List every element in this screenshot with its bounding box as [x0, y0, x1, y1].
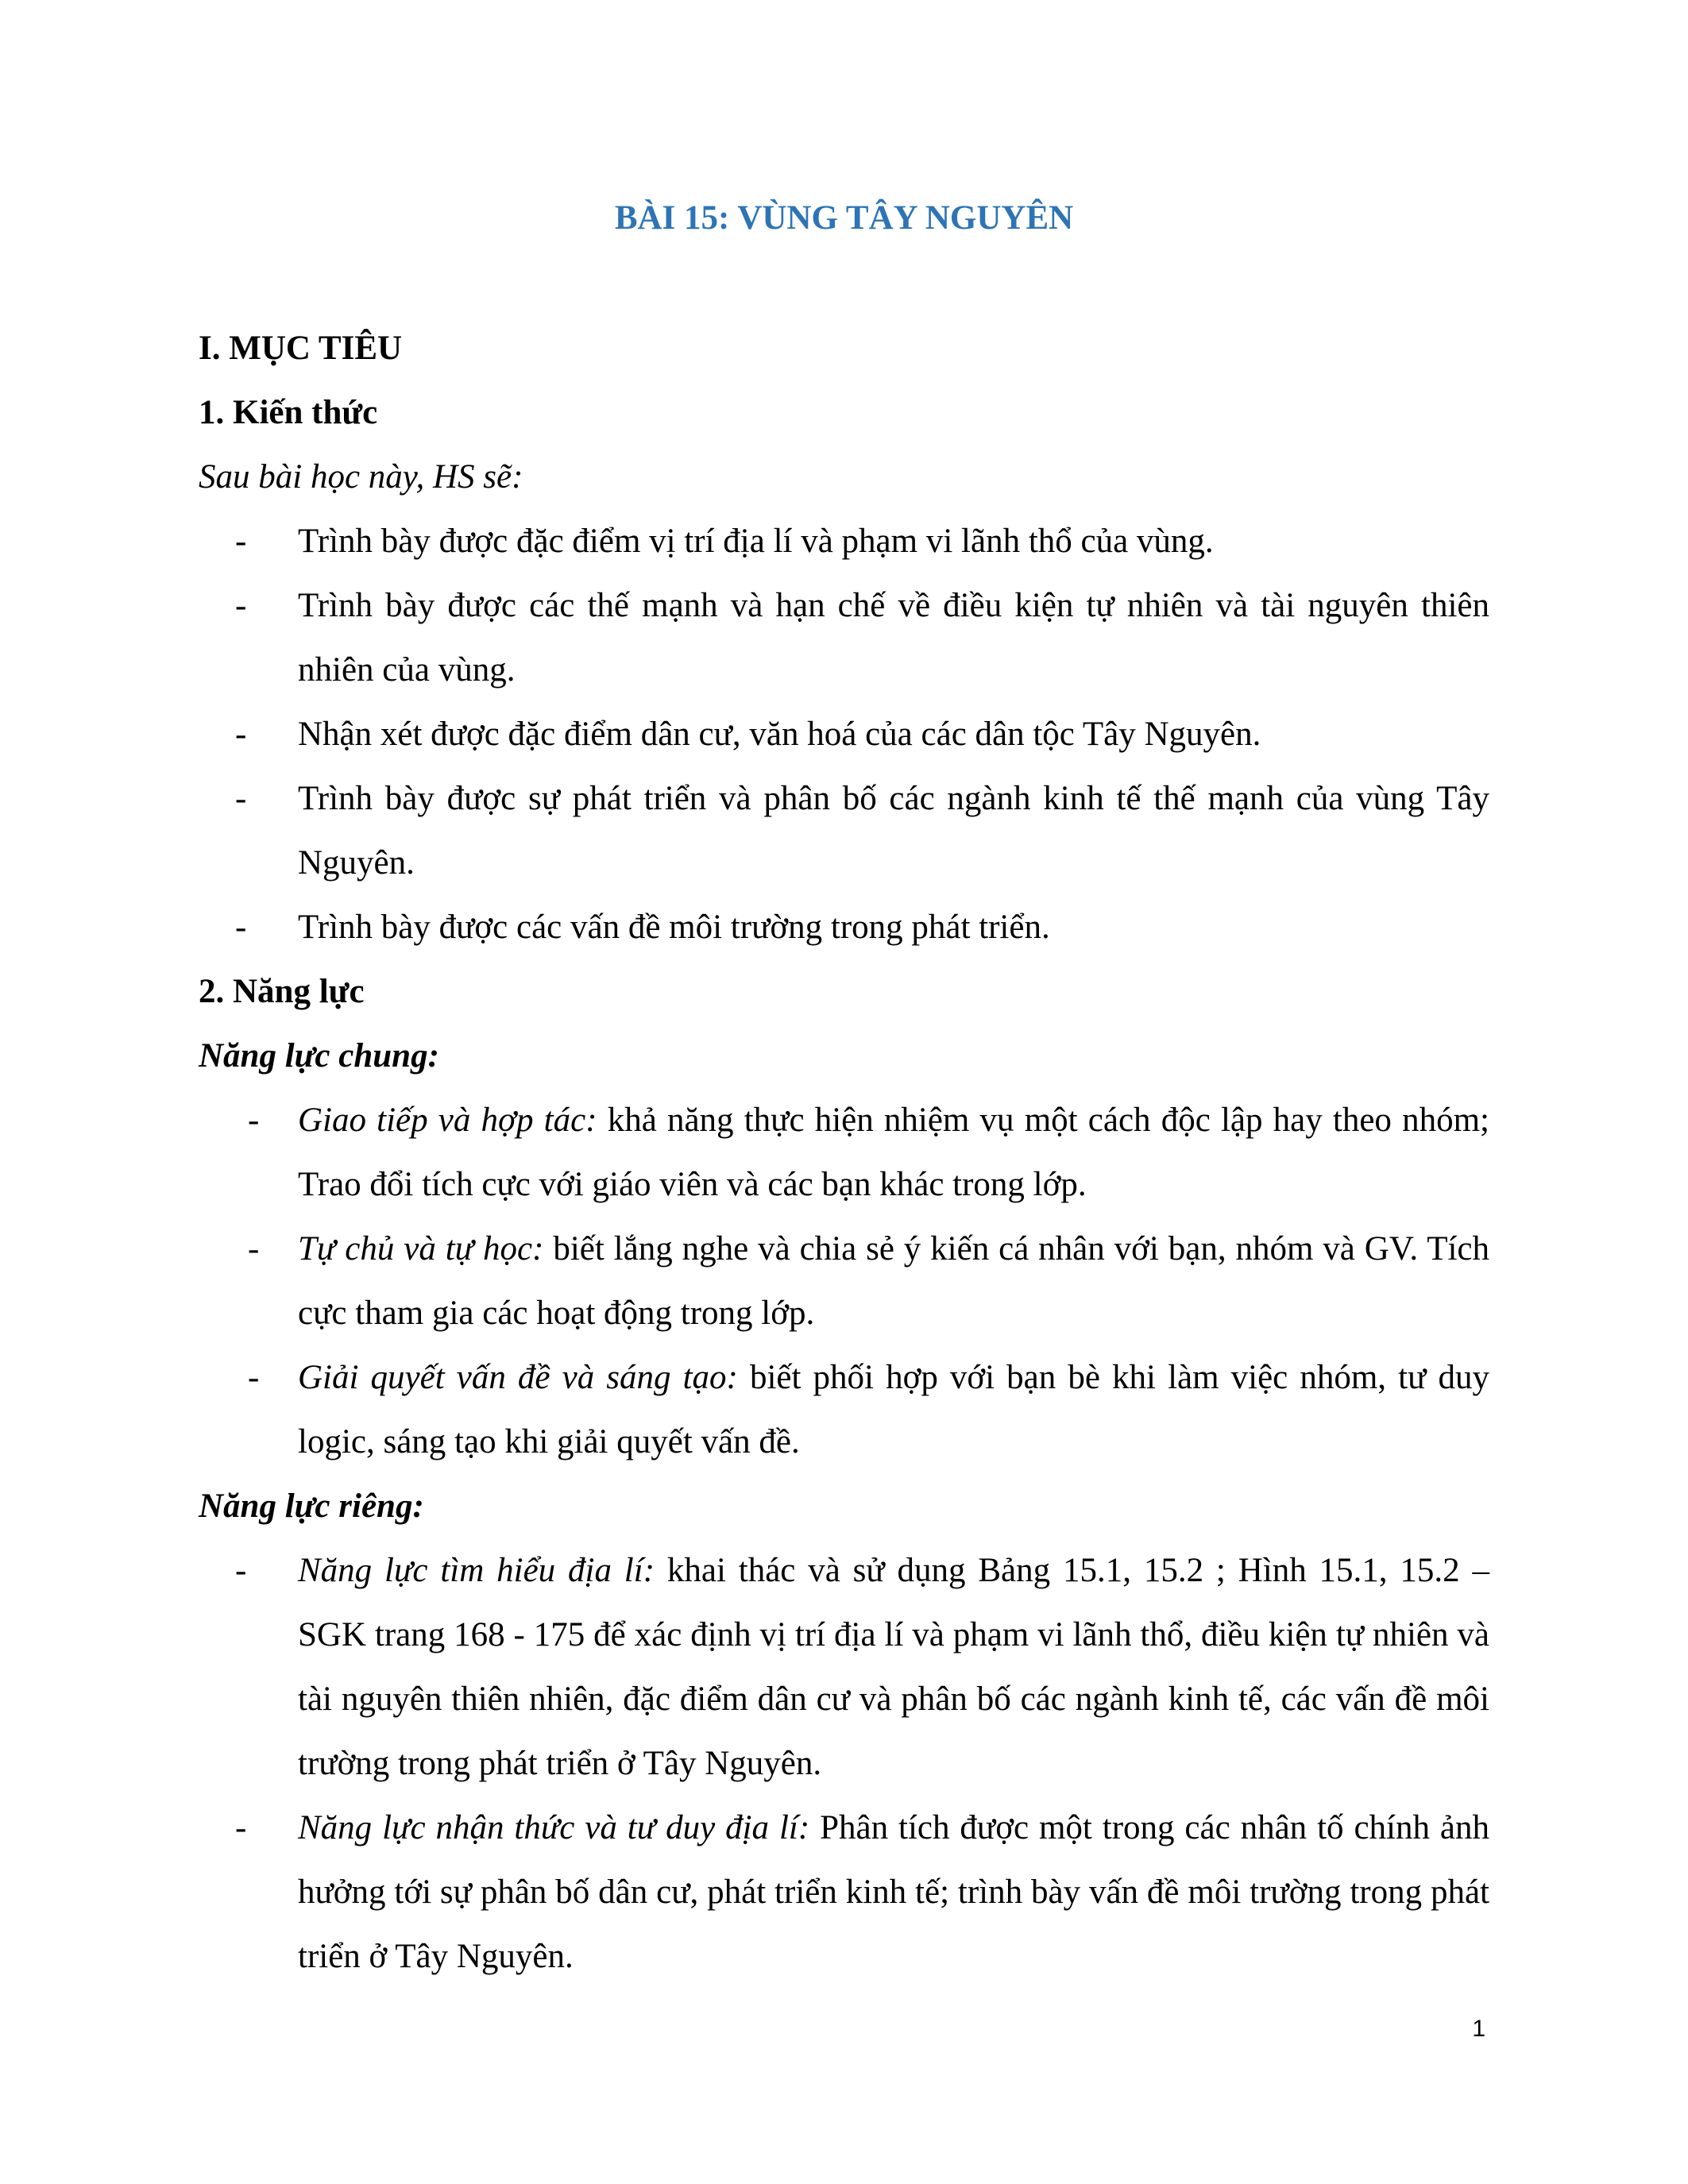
list-dash: -	[235, 523, 247, 560]
page-title: BÀI 15: VÙNG TÂY NGUYÊN	[614, 199, 1074, 237]
list-dash: -	[248, 1102, 260, 1139]
subsection-heading-knowledge: 1. Kiến thức	[199, 394, 378, 431]
general-competence-heading: Năng lực chung:	[199, 1037, 439, 1075]
list-dash: -	[248, 1359, 260, 1396]
list-item: - Năng lực tìm hiểu địa lí: khai thác và sử dụng Bảng 15.1, 15.2 ; Hình 15.1, 15.2 – SGK trang 168 - 175 để xác định vị trí địa lí và phạm vi lãnh thổ, điều kiện tự nhiên và tài nguyên thiên nhiên, đặc điểm dân cư và phân bố các ngành kinh tế, các vấn đề môi trường trong phát triển ở Tây Nguyên.	[199, 1538, 1489, 1796]
specific-competence-list	[199, 1538, 1489, 1989]
list-dash: -	[235, 909, 247, 946]
list-item: - Năng lực nhận thức và tư duy địa lí: Phân tích được một trong các nhân tố chính ảnh hưởng tới sự phân bố dân cư, phát triển kinh tế; trình bày vấn đề môi trường trong phát triển ở Tây Nguyên.	[199, 1796, 1489, 1989]
list-item: - Nhận xét được đặc điểm dân cư, văn hoá của các dân tộc Tây Nguyên.	[199, 702, 1489, 766]
list-dash: -	[248, 1230, 260, 1268]
competence-term: Năng lực nhận thức và tư duy địa lí:	[298, 1809, 810, 1846]
competence-term: Giải quyết vấn đề và sáng tạo:	[298, 1359, 738, 1396]
knowledge-list	[199, 509, 1489, 959]
list-item: - Trình bày được các thế mạnh và hạn chế về điều kiện tự nhiên và tài nguyên thiên nhiên của vùng.	[199, 573, 1489, 702]
list-dash: -	[235, 1552, 247, 1589]
list-item: - Trình bày được sự phát triển và phân bố các ngành kinh tế thế mạnh của vùng Tây Nguyên.	[199, 766, 1489, 895]
list-dash: -	[235, 780, 247, 817]
list-item: - Trình bày được các vấn đề môi trường trong phát triển.	[199, 895, 1489, 959]
list-item: - Tự chủ và tự học: biết lắng nghe và chia sẻ ý kiến cá nhân với bạn, nhóm và GV. Tích cực tham gia các hoạt động trong lớp.	[199, 1217, 1489, 1345]
list-dash: -	[235, 1809, 247, 1846]
knowledge-intro: Sau bài học này, HS sẽ:	[199, 458, 523, 496]
subsection-heading-competence: 2. Năng lực	[199, 973, 365, 1010]
general-competence-list	[199, 1088, 1489, 1474]
page-number: 1	[1472, 2016, 1485, 2042]
list-item: - Giải quyết vấn đề và sáng tạo: biết phối hợp với bạn bè khi làm việc nhóm, tư duy logic, sáng tạo khi giải quyết vấn đề.	[199, 1345, 1489, 1474]
list-item: - Giao tiếp và hợp tác: khả năng thực hiện nhiệm vụ một cách độc lập hay theo nhóm; Trao đổi tích cực với giáo viên và các bạn khác trong lớp.	[199, 1088, 1489, 1217]
list-item: - Trình bày được đặc điểm vị trí địa lí và phạm vi lãnh thổ của vùng.	[199, 509, 1489, 573]
list-dash: -	[235, 587, 247, 624]
section-heading-objectives: I. MỤC TIÊU	[199, 330, 403, 367]
competence-term: Năng lực tìm hiểu địa lí:	[298, 1552, 655, 1589]
competence-term: Giao tiếp và hợp tác:	[298, 1102, 597, 1139]
specific-competence-heading: Năng lực riêng:	[199, 1488, 424, 1525]
competence-term: Tự chủ và tự học:	[298, 1230, 544, 1268]
list-dash: -	[235, 716, 247, 753]
document-body	[199, 316, 1489, 1989]
